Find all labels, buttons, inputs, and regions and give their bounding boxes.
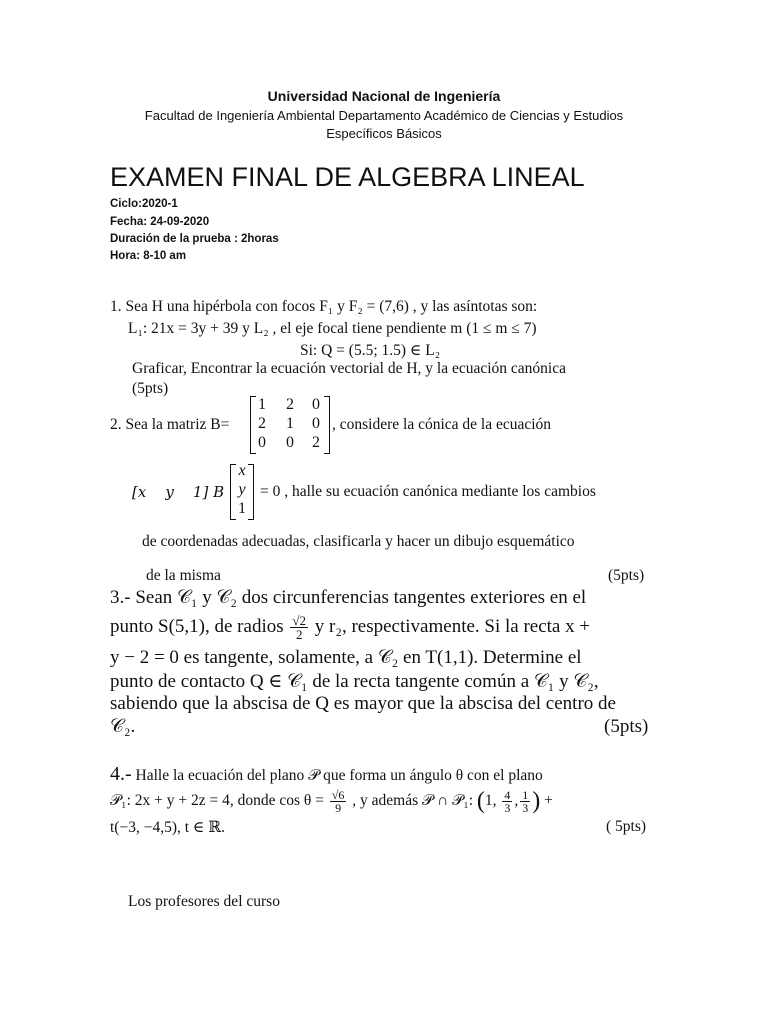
q1-line-4: Graficar, Encontrar la ecuación vectorial de H, y la ecuación canónica	[132, 360, 566, 377]
matrix-cell: 0	[286, 434, 294, 451]
signature: Los profesores del curso	[128, 893, 280, 910]
vector-cell: x	[238, 462, 246, 479]
vector-cell: y	[238, 481, 246, 498]
exam-hora: Hora: 8-10 am	[110, 250, 187, 262]
university-name: Universidad Nacional de Ingeniería	[267, 88, 501, 104]
q4-line-2-a: 𝒫₁: 2x + y + 2z = 4, donde cos θ =	[110, 792, 324, 810]
fraction-denominator: 3	[522, 801, 529, 815]
q4-line-1	[110, 763, 543, 786]
q4-point-fraction-1	[502, 789, 512, 814]
q1-line-5: (5pts)	[132, 380, 169, 397]
matrix-cell: 0	[312, 415, 320, 432]
matrix-b	[250, 396, 330, 454]
q1-line-3: Si: Q = (5.5; 1.5) ∈ L₂	[300, 342, 441, 359]
q3-line-3: y − 2 = 0 es tangente, solamente, a 𝒞₂ en T(1,1). Determine el	[110, 647, 582, 668]
q3-line-1: 3.- Sean 𝒞₁ y 𝒞₂ dos circunferencias tangentes exteriores en el	[110, 587, 587, 608]
q4-line-3: t(−3, −4,5), t ∈ ℝ.	[110, 819, 226, 836]
q2-points: (5pts)	[608, 567, 645, 584]
q4-line-2: 𝒫₁: 2x + y + 2z = 4, donde cos θ = $\frac{√6}{9}$ , y además 𝒫 ∩ 𝒫₁: (1, $\frac{4}{3}$ , $\frac{1}{3}$ ) +	[110, 788, 553, 815]
matrix-cell: 2	[258, 415, 266, 432]
q3-radius-fraction	[290, 614, 308, 641]
q2-prefix: 2. Sea la matriz B=	[110, 416, 230, 433]
fraction-numerator: 1	[522, 788, 529, 802]
exam-fecha: Fecha: 24-09-2020	[110, 216, 210, 228]
fraction-numerator: 4	[504, 788, 511, 802]
q3-points: (5pts)	[604, 716, 649, 737]
q2-line-a: de coordenadas adecuadas, clasificarla y hacer un dibujo esquemático	[142, 533, 575, 550]
matrix-cell: 0	[258, 434, 266, 451]
exam-ciclo: Ciclo:2020-1	[110, 198, 178, 210]
q4-line-2-b: , y además 𝒫 ∩ 𝒫₁:	[352, 792, 474, 810]
faculty-line-1: Facultad de Ingeniería Ambiental Departamento Académico de Ciencias y Estudios	[144, 108, 624, 123]
faculty-line-2: Específicos Básicos	[326, 126, 442, 141]
q4-line-2-c: +	[544, 792, 553, 810]
q3-line-6: 𝒞₂.	[110, 716, 136, 737]
q4-point-a: 1,	[484, 792, 497, 810]
q3-line-2-a: punto S(5,1), de radios	[110, 615, 284, 637]
q4-cos-fraction	[330, 789, 347, 814]
fraction-denominator: 9	[335, 801, 342, 815]
q1-line-1: 1. Sea H una hipérbola con focos F₁ y F₂ = (7,6) , y las asíntotas son:	[110, 298, 538, 315]
matrix-cell: 0	[312, 396, 320, 413]
matrix-cell: 1	[286, 415, 294, 432]
column-vector	[230, 464, 254, 520]
q2-equation-text: = 0 , halle su ecuación canónica mediante los cambios	[260, 483, 596, 500]
exam-duracion: Duración de la prueba : 2horas	[110, 233, 279, 245]
matrix-cell: 2	[286, 396, 294, 413]
matrix-cell: 2	[312, 434, 320, 451]
q3-line-2-b: y r₂, respectivamente. Si la recta x +	[314, 615, 591, 637]
q2-row-vector: [x y 1] B	[132, 483, 225, 501]
fraction-denominator: 2	[295, 627, 303, 642]
left-paren: (	[476, 788, 485, 814]
fraction-numerator: √2	[292, 613, 307, 628]
q2-suffix: , considere la cónica de la ecuación	[332, 416, 552, 433]
fraction-numerator: √6	[331, 788, 345, 802]
q4-line-1-text: Halle la ecuación del plano 𝒫 que forma un ángulo θ con el plano	[135, 767, 543, 784]
matrix-cell: 1	[258, 396, 266, 413]
q3-line-5: sabiendo que la abscisa de Q es mayor que la abscisa del centro de	[110, 693, 616, 714]
vector-cell: 1	[238, 500, 246, 517]
fraction-denominator: 3	[504, 801, 511, 815]
q4-points: ( 5pts)	[606, 818, 647, 835]
exam-title: EXAMEN FINAL DE ALGEBRA LINEAL	[110, 162, 585, 192]
q2-line-b: de la misma	[146, 567, 221, 584]
right-paren: )	[532, 788, 541, 814]
q4-point-fraction-2	[520, 789, 530, 814]
q3-line-2	[110, 614, 590, 641]
q3-line-4: punto de contacto Q ∈ 𝒞₁ de la recta tangente común a 𝒞₁ y 𝒞₂,	[110, 671, 599, 692]
q4-number: 4.-	[110, 763, 132, 785]
q1-line-2: L₁: 21x = 3y + 39 y L₂ , el eje focal tiene pendiente m (1 ≤ m ≤ 7)	[128, 320, 537, 337]
